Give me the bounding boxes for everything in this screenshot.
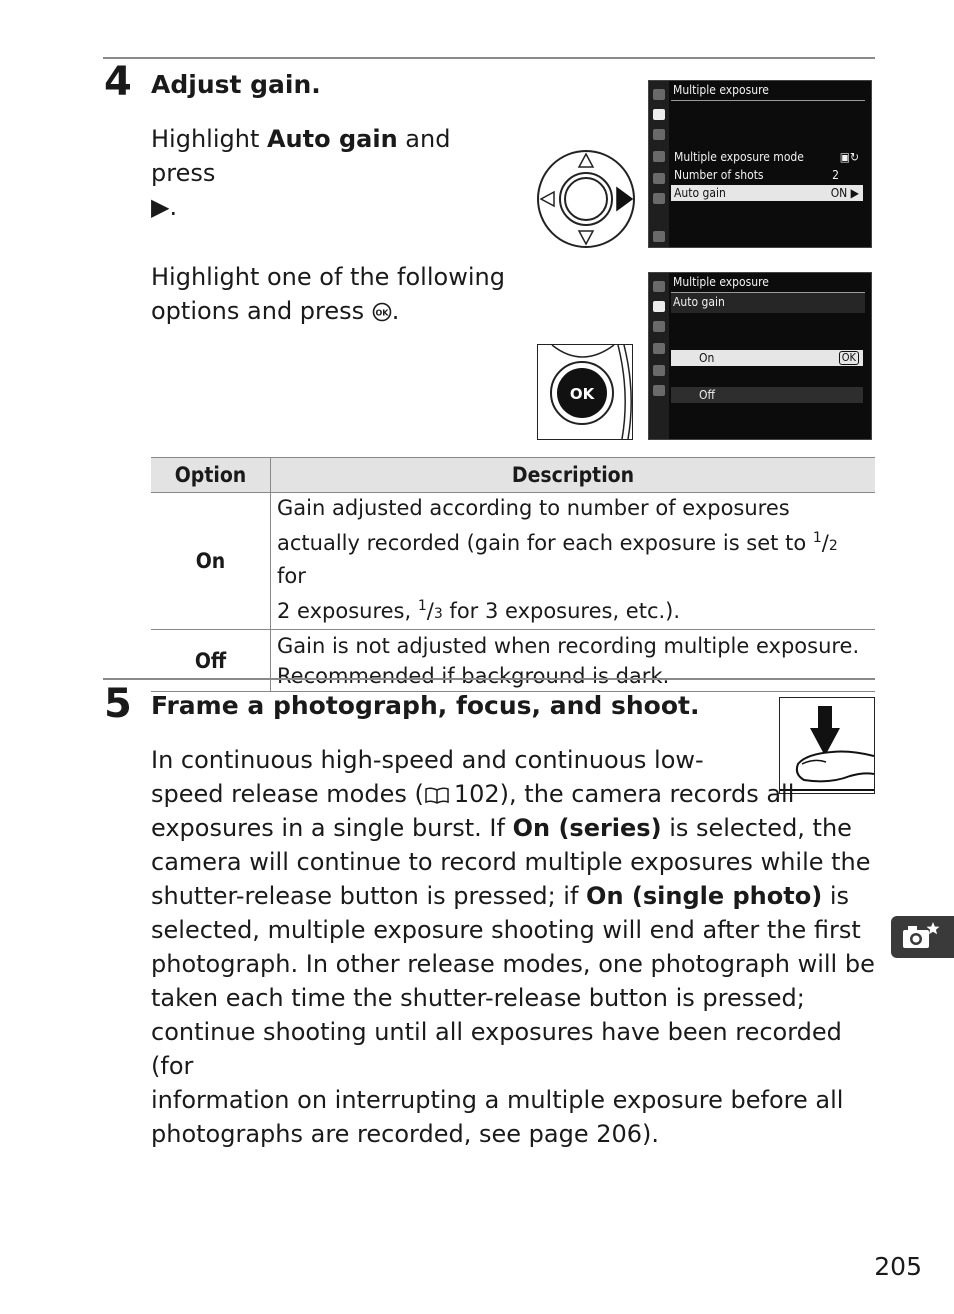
menu-tab-column: [649, 81, 669, 247]
step-5-rule: [103, 678, 875, 680]
menu-row-mode[interactable]: Multiple exposure mode ▣↻: [674, 150, 859, 164]
step-4-para-1: Highlight Auto gain and press ▶.: [151, 125, 451, 221]
screen-subtitle: Auto gain: [673, 295, 725, 309]
top-rule: [103, 57, 875, 59]
step-number-5: 5: [104, 681, 132, 727]
multi-selector-icon: [534, 148, 638, 250]
ok-inline-icon: [372, 302, 392, 322]
ok-button-icon: [538, 345, 632, 439]
table-row: [151, 630, 875, 692]
camera-screen-multiple-exposure: [648, 80, 872, 248]
menu-tab-column: [649, 273, 669, 439]
ok-button-illustration: [537, 344, 633, 440]
screen-title: Multiple exposure: [673, 83, 769, 97]
table-row: [151, 493, 875, 630]
option-off-description: Gain is not adjusted when recording multiple exposure. Recommended if background is dark.: [271, 630, 876, 692]
book-reference-icon: [424, 785, 450, 805]
screen-title: Multiple exposure: [673, 275, 769, 289]
step-5-paragraph: In continuous high-speed and continuous low- speed release modes ( 102), the camera records all exposures in a single burst. If On (series) is selected, the camera will continue to record multiple exposures while the shutter-release button is pressed; if On (single photo) is selected, multiple exposure shooting will end after the first photograph. In other release modes, one photograph will be taken each time the shutter-release button is pressed; continue shooting until all exposures have been recorded (for information on interrupting a multiple exposure before all photographs are recorded, see page 206).: [151, 746, 875, 1148]
step-4-para-2: Highlight one of the following options and press OK .: [151, 263, 505, 325]
menu-row-shots[interactable]: Number of shots 2: [674, 168, 839, 182]
chapter-tab[interactable]: [891, 916, 954, 958]
option-off-cell: Off: [151, 630, 271, 692]
step-4-title: Adjust gain.: [151, 70, 321, 99]
menu-row-auto-gain[interactable]: Auto gain ON ▶: [671, 185, 863, 201]
option-on-description: Gain adjusted according to number of exposures actually recorded (gain for each exposure is set to $^1$/2 for 2 exposures, $^1$/3 for 3 exposures, etc.).: [271, 493, 876, 630]
svg-text:OK: OK: [375, 308, 389, 318]
col-header-option: Option: [151, 458, 271, 493]
option-on-cell: On: [151, 493, 271, 630]
option-on[interactable]: On OK: [671, 350, 863, 366]
camera-screen-auto-gain: [648, 272, 872, 440]
page-number: 205: [874, 1252, 922, 1281]
col-header-description: Description: [271, 458, 876, 493]
options-table: [151, 457, 875, 692]
svg-text:OK: OK: [569, 385, 595, 403]
step-number-4: 4: [104, 59, 132, 105]
shooting-menu-tab-icon: [891, 916, 954, 958]
option-off[interactable]: Off: [671, 387, 863, 403]
step-5-title: Frame a photograph, focus, and shoot.: [151, 691, 700, 720]
